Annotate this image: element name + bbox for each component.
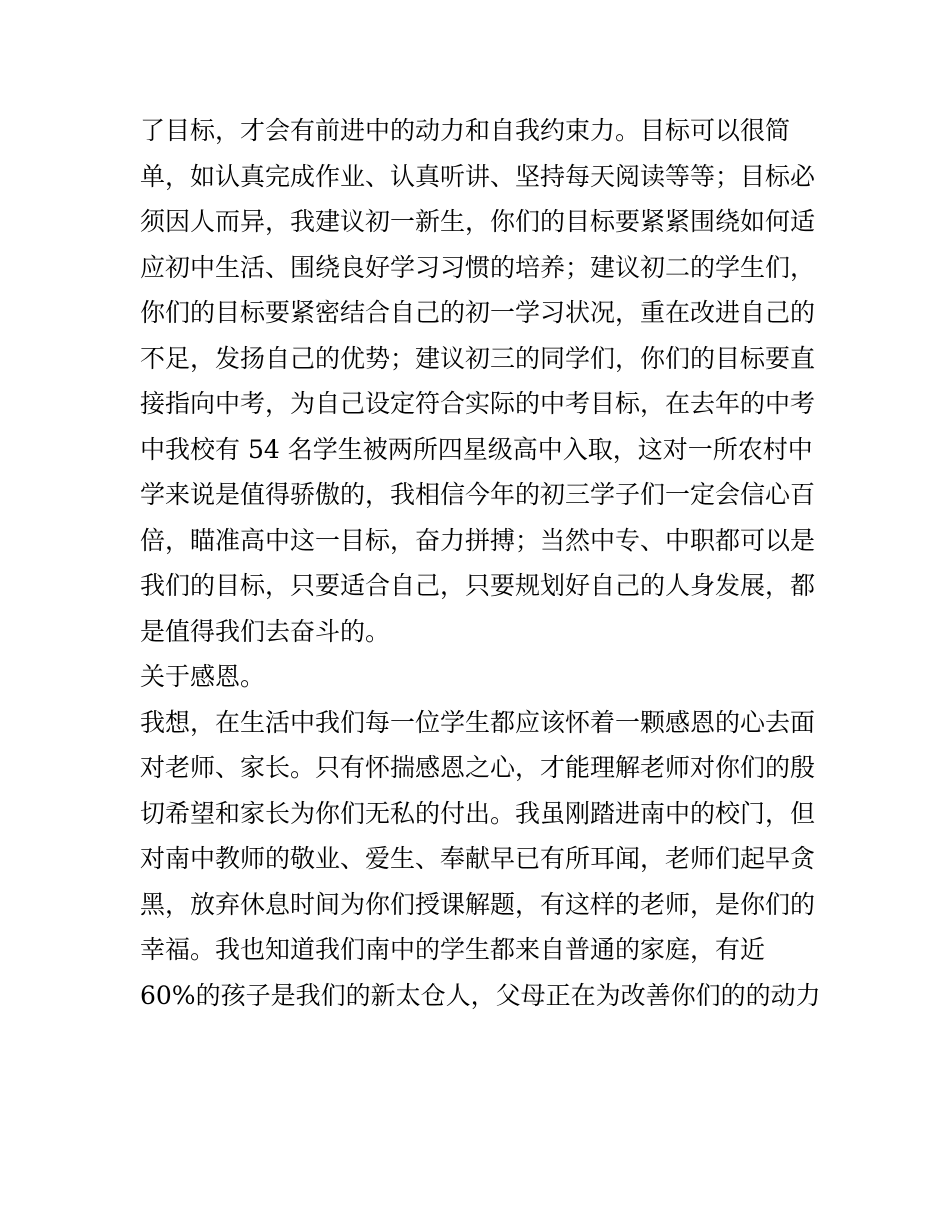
text-line: 接指向中考，为自己设定符合实际的中考目标，在去年的中考 [140, 389, 816, 418]
text-line: 对南中教师的敬业、爱生、奉献早已有所耳闻，老师们起早贪 [140, 844, 816, 873]
text-line: 是值得我们去奋斗的。 [140, 616, 391, 646]
body-text [140, 108, 821, 1018]
section-heading: 关于感恩。 [140, 662, 266, 691]
text-line: 了目标，才会有前进中的动力和自我约束力。目标可以很简 [140, 116, 791, 145]
text-line: 倍，瞄准高中这一目标，奋力拼搏；当然中专、中职都可以是 [140, 525, 816, 555]
text-line: 对老师、家长。只有怀揣感恩之心，才能理解老师对你们的殷 [140, 753, 816, 782]
text-line: 中我校有 54 名学生被两所四星级高中入取，这对一所农村中 [140, 434, 813, 464]
text-line: 60%的孩子是我们的新太仓人，父母正在为改善你们的的动力 [140, 980, 821, 1010]
text-line: 黑，放弃休息时间为你们授课解题，有这样的老师，是你们的 [140, 889, 816, 919]
text-line: 不足，发扬自己的优势；建议初三的同学们，你们的目标要直 [140, 343, 816, 373]
text-line: 幸福。我也知道我们南中的学生都来自普通的家庭，有近 [140, 935, 766, 964]
text-line: 单，如认真完成作业、认真听讲、坚持每天阅读等等；目标必 [140, 161, 816, 191]
text-line: 学来说是值得骄傲的，我相信今年的初三学子们一定会信心百 [140, 480, 816, 509]
text-line: 我们的目标，只要适合自己，只要规划好自己的人身发展，都 [140, 571, 816, 600]
text-line: 应初中生活、围绕良好学习习惯的培养；建议初二的学生们， [140, 252, 816, 282]
text-line: 须因人而异，我建议初一新生，你们的目标要紧紧围绕如何适 [140, 207, 816, 236]
text-line: 你们的目标要紧密结合自己的初一学习状况，重在改进自己的 [140, 298, 816, 327]
text-line: 我想，在生活中我们每一位学生都应该怀着一颗感恩的心去面 [140, 707, 816, 737]
text-line: 切希望和家长为你们无私的付出。我虽刚踏进南中的校门，但 [140, 798, 816, 828]
